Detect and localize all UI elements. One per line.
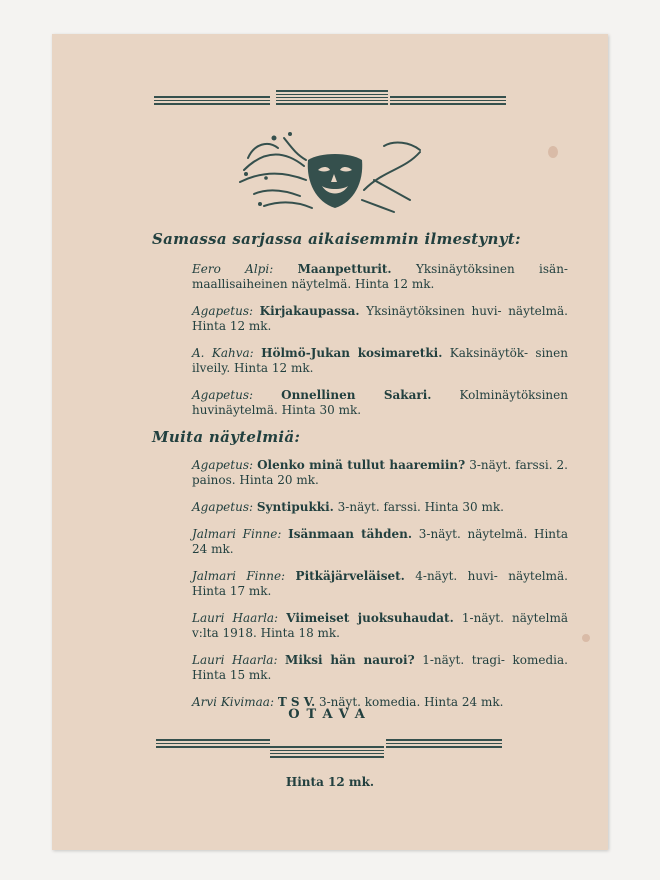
earlier-list	[192, 262, 568, 430]
list-item: Lauri Haarla: Viimeiset juoksuhaudat. 1-näyt. näytelmä v:lta 1918. Hinta 18 mk.	[192, 611, 568, 640]
other-plays-heading: Muita näytelmiä:	[152, 428, 301, 446]
bottom-rule-left	[156, 739, 270, 750]
book-back-cover	[52, 34, 608, 850]
other-list	[192, 458, 568, 722]
list-item: Arvi Kivimaa: T S V. 3-näyt. komedia. Hinta 24 mk.	[192, 695, 504, 709]
list-item: A. Kahva: Hölmö-Jukan kosimaretki. Kaksinäytök- sinen ilveily. Hinta 12 mk.	[192, 346, 568, 375]
paper-stain	[582, 634, 590, 642]
bottom-rule-center	[270, 746, 384, 760]
publisher-name: OTAVA	[288, 707, 372, 722]
theatre-mask-icon	[234, 130, 430, 220]
list-item: Agapetus: Onnellinen Sakari. Kolminäytöksinen huvinäytelmä. Hinta 30 mk.	[192, 388, 568, 417]
earlier-series-heading: Samassa sarjassa aikaisemmin ilmestynyt:	[152, 230, 521, 248]
paper-stain	[548, 146, 558, 158]
list-item: Agapetus: Kirjakaupassa. Yksinäytöksinen huvi- näytelmä. Hinta 12 mk.	[192, 304, 568, 333]
top-rule-center	[276, 90, 388, 107]
list-item: Eero Alpi: Maanpetturit. Yksinäytöksinen isän- maallisaiheinen näytelmä. Hinta 12 mk.	[192, 262, 568, 291]
top-rule-left	[154, 96, 270, 107]
list-item: Jalmari Finne: Isänmaan tähden. 3-näyt. näytelmä. Hinta 24 mk.	[192, 527, 568, 556]
list-item: Lauri Haarla: Miksi hän nauroi? 1-näyt. tragi- komedia. Hinta 15 mk.	[192, 653, 568, 682]
bottom-rule-right	[386, 739, 502, 750]
list-item: Agapetus: Syntipukki. 3-näyt. farssi. Hinta 30 mk.	[192, 500, 504, 514]
top-rule-right	[390, 96, 506, 107]
list-item: Jalmari Finne: Pitkäjärveläiset. 4-näyt. huvi- näytelmä. Hinta 17 mk.	[192, 569, 568, 598]
list-item: Agapetus: Olenko minä tullut haaremiin? 3-näyt. farssi. 2. painos. Hinta 20 mk.	[192, 458, 568, 487]
price-label: Hinta 12 mk.	[285, 775, 375, 789]
